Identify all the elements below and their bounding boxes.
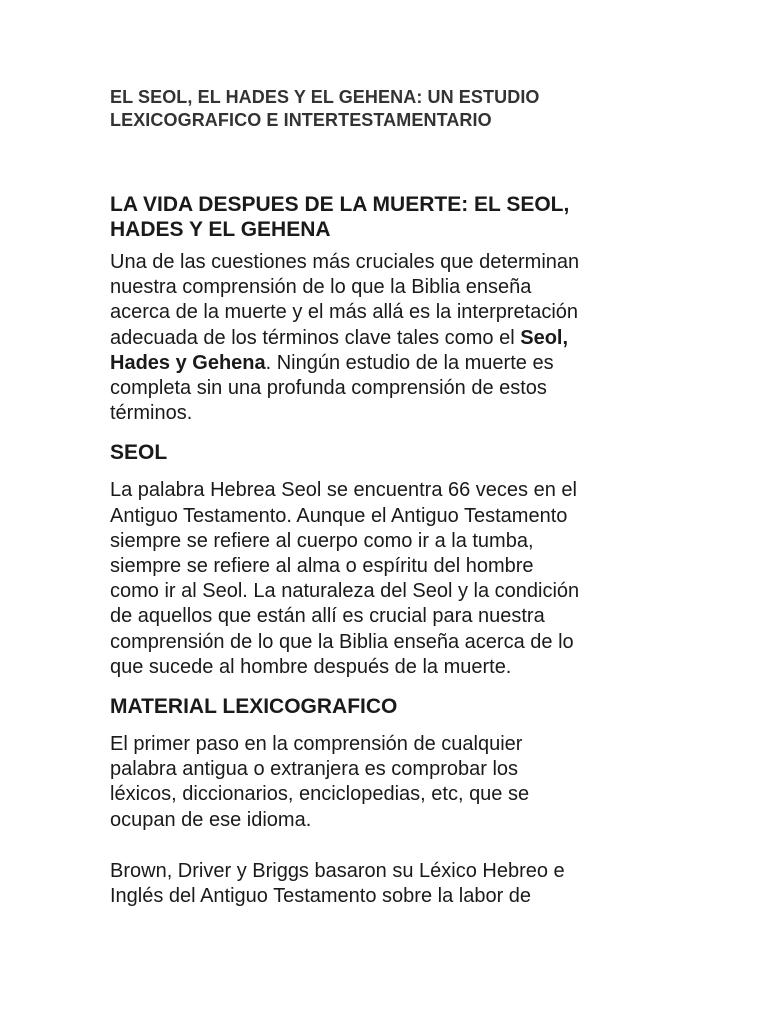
paragraph-line: ocupan de ese idioma. (110, 808, 312, 831)
term-hades-gehena-bold: Hades y Gehena (110, 351, 266, 374)
document-title (110, 86, 670, 132)
paragraph-line: términos. (110, 402, 193, 425)
paragraph-line: que sucede al hombre después de la muerte. (110, 655, 512, 678)
paragraph-line: como ir al Seol. La naturaleza del Seol y la condición (110, 580, 580, 603)
paragraph-line: léxicos, diccionarios, enciclopedias, etc, que se (110, 783, 530, 806)
paragraph-line (110, 326, 670, 351)
section-heading-seol: SEOL (110, 441, 168, 465)
paragraph-line: Brown, Driver y Briggs basaron su Léxico Hebreo e (110, 859, 565, 882)
paragraph-line: completa sin una profunda comprensión de estos (110, 377, 547, 400)
paragraph-line: Una de las cuestiones más cruciales que determinan (110, 251, 580, 273)
paragraph-brown-driver-briggs (110, 859, 670, 909)
paragraph-line: El primer paso en la comprensión de cualquier (110, 733, 523, 756)
document-page (110, 86, 670, 909)
heading-line: HADES Y EL GEHENA (110, 218, 331, 241)
paragraph-line: nuestra comprensión de lo que la Biblia enseña (110, 276, 532, 299)
paragraph-line: palabra antigua o extranjera es comprobar los (110, 758, 519, 781)
paragraph-seol (110, 478, 670, 680)
paragraph-line: La palabra Hebrea Seol se encuentra 66 veces en el (110, 479, 577, 502)
paragraph-line: de aquellos que están allí es crucial para nuestra (110, 605, 545, 628)
paragraph-line: Inglés del Antiguo Testamento sobre la labor de (110, 885, 532, 908)
title-line: LEXICOGRAFICO E INTERTESTAMENTARIO (110, 110, 492, 130)
section-heading-afterlife (110, 192, 670, 242)
paragraph-lexicographic (110, 732, 670, 833)
section-heading-lexicographic: MATERIAL LEXICOGRAFICO (110, 695, 398, 719)
title-line: EL SEOL, EL HADES Y EL GEHENA: UN ESTUDIO (110, 87, 540, 107)
paragraph-line: siempre se refiere al cuerpo como ir a la tumba, (110, 529, 534, 552)
paragraph-line: siempre se refiere al alma o espíritu del hombre (110, 555, 534, 578)
paragraph-intro (110, 250, 670, 426)
term-seol-bold: Seol, (520, 326, 569, 349)
heading-line: LA VIDA DESPUES DE LA MUERTE: EL SEOL, (110, 193, 570, 216)
line-text: adecuada de los términos clave tales como el (110, 326, 521, 349)
line-text: . Ningún estudio de la muerte es (265, 351, 554, 374)
paragraph-line: acerca de la muerte y el más allá es la interpretación (110, 301, 579, 324)
paragraph-line (110, 351, 670, 376)
paragraph-line: Antiguo Testamento. Aunque el Antiguo Testamento (110, 504, 568, 527)
paragraph-line: comprensión de lo que la Biblia enseña acerca de lo (110, 630, 574, 653)
